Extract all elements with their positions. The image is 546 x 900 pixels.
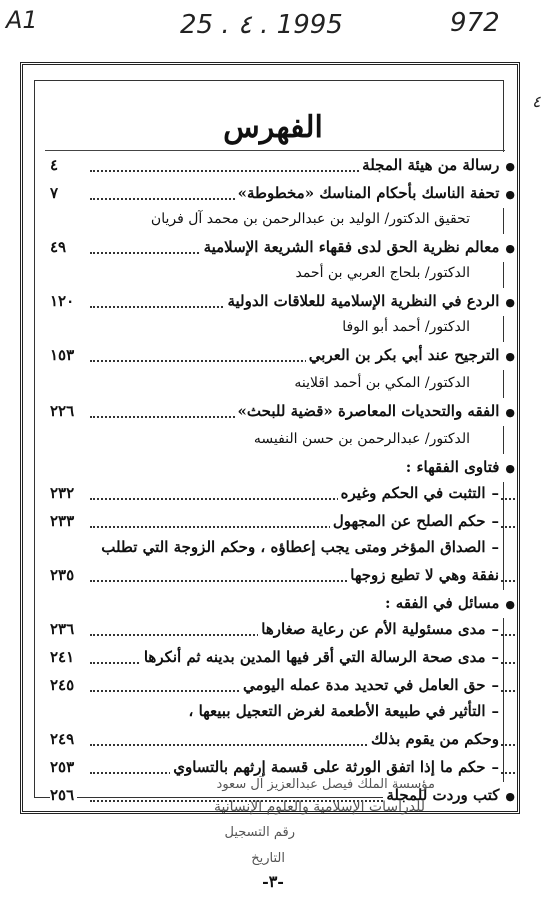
toc-entry <box>50 590 515 618</box>
toc-author-text: الدكتور/ المكي بن أحمد اقلاينه <box>294 375 470 391</box>
toc-entry-title: ● فتاوى الفقهاء : <box>403 454 515 482</box>
toc-entry-title: – التأثير في طبيعة الأطعمة لغرض التعجيل ببيعها ، <box>186 698 500 724</box>
toc-page-number: ٢٤٥ <box>50 672 77 698</box>
toc-author <box>50 206 470 232</box>
toc-page-number: ٢٥٦ <box>50 782 77 808</box>
handwritten-date: 25 . ٤ . 1995 <box>180 10 343 40</box>
toc-entry <box>50 454 515 482</box>
institution-stamp <box>85 775 445 885</box>
toc-entry-title: ● كتب وردت للمجلة <box>383 782 515 810</box>
page-title: الفهرس <box>223 110 323 145</box>
toc-entry <box>50 534 515 562</box>
toc-author-text: تحقيق الدكتور/ الوليد بن عبدالرحمن بن محمد آل فريان <box>150 211 470 227</box>
handwritten-number: 972 <box>450 8 500 38</box>
handwritten-margin-mark: ٤ <box>532 92 541 111</box>
toc-entry <box>50 616 515 644</box>
stamp-line-institution: مؤسسة الملك فيصل عبدالعزيز آل سعود <box>216 777 435 792</box>
toc-page-number: ٢٢٦ <box>50 398 77 424</box>
toc-entry <box>50 508 515 536</box>
toc-entry-title: ● الردع في النظرية الإسلامية للعلاقات الدولية <box>224 288 515 316</box>
toc-entry-title: ● الترجيح عند أبي بكر بن العربي <box>306 342 515 370</box>
toc-entry-title: وحكم من يقوم بذلك <box>368 726 499 752</box>
toc-page-number: ١٥٣ <box>50 342 77 368</box>
toc-entry-title: – الصداق المؤخر ومتى يجب إعطاؤه ، وحكم الزوجة التي تطلب <box>98 534 499 560</box>
toc-author <box>50 314 470 340</box>
toc-page-number: ٢٥٣ <box>50 754 77 780</box>
toc-entry <box>50 288 515 316</box>
toc-author <box>50 426 470 452</box>
stamp-line-date: التاريخ <box>251 851 285 866</box>
toc-author <box>50 260 470 286</box>
toc-entry <box>50 562 515 590</box>
toc-entry-title: – حكم ما إذا اتفق الورثة على قسمة إرثهم بالتساوي <box>170 754 499 780</box>
toc-entry-title: ● الفقه والتحديات المعاصرة «قضية للبحث» <box>235 398 515 426</box>
toc-entry-title: ● مسائل في الفقه : <box>382 590 515 618</box>
toc-page-number: ٢٣٦ <box>50 616 77 642</box>
toc-entry-title: ● معالم نظرية الحق لدى فقهاء الشريعة الإسلامية <box>201 234 515 262</box>
toc-entry-title: ● تحفة الناسك بأحكام المناسك «مخطوطة» <box>235 180 515 208</box>
toc-page-number: ٤٩ <box>50 234 69 260</box>
toc-entry <box>50 480 515 508</box>
toc-page-number: ١٢٠ <box>50 288 77 314</box>
toc-entry-title: – حق العامل في تحديد مدة عمله اليومي <box>240 672 499 698</box>
toc-author-text: الدكتور/ عبدالرحمن بن حسن النفيسه <box>253 431 470 447</box>
toc-author <box>50 370 470 396</box>
toc-entry <box>50 726 515 754</box>
toc-page-number: ٢٤٩ <box>50 726 77 752</box>
stamp-line-registration: رقم التسجيل <box>224 825 295 840</box>
toc-page-number: ٧ <box>50 180 61 206</box>
toc-entry <box>50 234 515 262</box>
toc-entry <box>50 180 515 208</box>
toc-entry-title: نفقة وهي لا تطيع زوجها <box>347 562 499 588</box>
toc-author-text: الدكتور/ أحمد أبو الوفا <box>342 319 470 335</box>
toc-entry <box>50 398 515 426</box>
toc-page-number: ٢٣٥ <box>50 562 77 588</box>
toc-entry <box>50 152 515 180</box>
toc-entry-title: – مدى صحة الرسالة التي أقر فيها المدين بدينه ثم أنكرها <box>141 644 499 670</box>
toc-page-number: ٢٣٢ <box>50 480 77 506</box>
toc-entry <box>50 342 515 370</box>
toc-entry-title: ● رسالة من هيئة المجلة <box>359 152 515 180</box>
toc-author-text: الدكتور/ بلحاج العربي بن أحمد <box>295 265 470 281</box>
toc-entry-title: – مدى مسئولية الأم عن رعاية صغارها <box>258 616 499 642</box>
page-number: -٣- <box>262 872 284 891</box>
stamp-line-department: للدراسات الإسلامية والعلوم الإنسانية <box>214 799 425 815</box>
toc-page-number: ٢٤١ <box>50 644 77 670</box>
toc-entry <box>50 644 515 672</box>
handwritten-code: A1 <box>6 6 38 34</box>
toc-entry-title: – حكم الصلح عن المجهول <box>330 508 499 534</box>
toc-page-number: ٢٣٣ <box>50 508 77 534</box>
toc-entry-title: – التثبت في الحكم وغيره <box>338 480 499 506</box>
toc-entry <box>50 698 515 726</box>
toc-page-number: ٤ <box>50 152 61 178</box>
toc-entry <box>50 672 515 700</box>
